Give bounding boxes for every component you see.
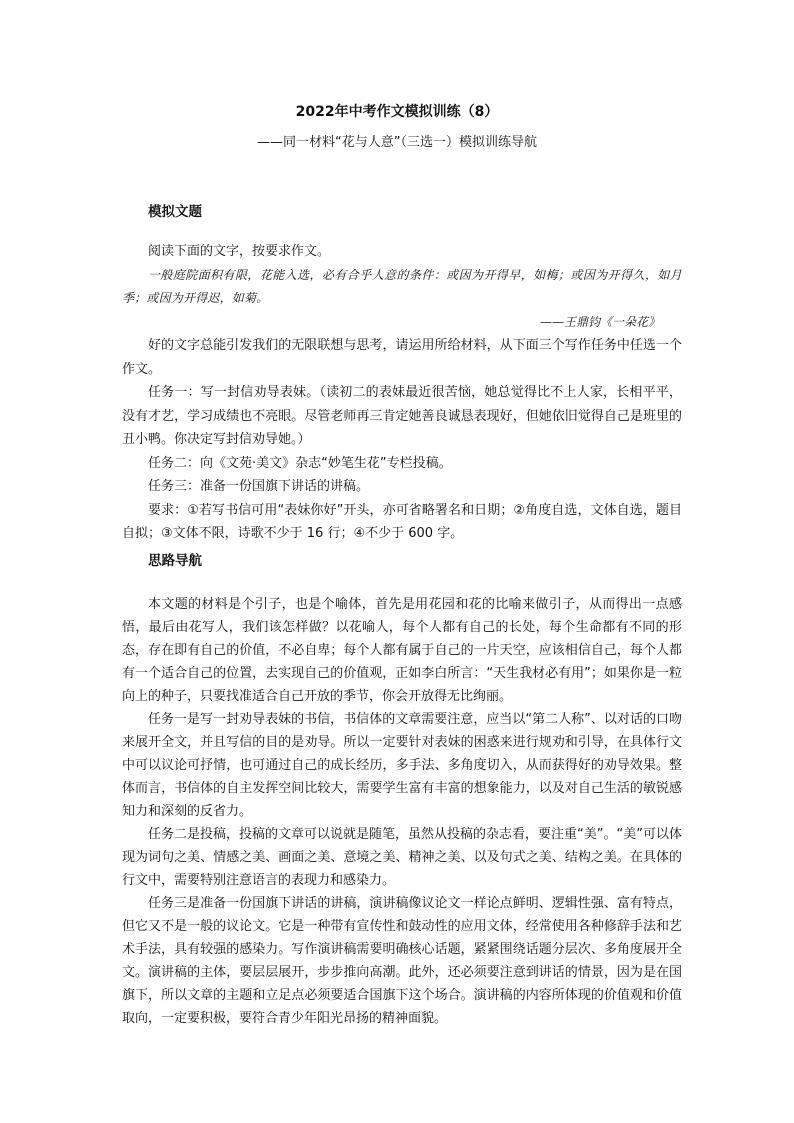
mock-topic-body xyxy=(122,240,682,546)
material-quote: 一般庭院面积有限，花能入选，必有合乎人意的条件：或因为开得早，如梅；或因为开得久，如月季；或因为开得迟，如菊。 xyxy=(122,267,682,305)
document-subtitle: ——同一材料“花与人意”（三选一）模拟训练导航 xyxy=(257,135,537,150)
paragraph: 任务二是投稿，投稿的文章可以说就是随笔，虽然从投稿的杂志看，要注重“美”。“美”可以体现为词句之美、情感之美、画面之美、意境之美、精神之美、以及句式之美、结构之美。在具体的行文中，需要特别注意语言的表现力和感染力。 xyxy=(122,827,682,888)
task-two-paragraph: 任务二：向《文苑·美文》杂志“妙笔生花”专栏投稿。 xyxy=(148,455,452,471)
paragraph: 任务三是准备一份国旗下讲话的讲稿，演讲稿像议论文一样论点鲜明、逻辑性强、富有特点，但它又不是一般的议论文。它是一种带有宣传性和鼓动性的应用文体，经常使用各种修辞手法和艺术手法，具有较强的感染力。写作演讲稿需要明确核心话题，紧紧围绕话题分层次、多角度展开全文。演讲稿的主体，要层层展开，步步推向高潮。此外，还必须要注意到讲话的情景，因为是在国旗下，所以文章的主题和立足点必须要适合国旗下这个场合。演讲稿的内容所体现的价值观和价值取向，一定要积极，要符合青少年阳光昂扬的精神面貌。 xyxy=(122,896,682,1026)
paragraph: 任务一是写一封劝导表妹的书信，书信体的文章需要注意，应当以“第二人称”、以对话的口吻来展开全文，并且写信的目的是劝导。所以一定要针对表妹的困惑来进行规劝和引导，在具体行文中可以议论可抒情，也可通过自己的成长经历，多手法、多角度切入，从而获得好的劝导效果。整体而言，书信体的自主发挥空间比较大，需要学生富有丰富的想象能力，以及对自己生活的敏锐感知力和深刻的反省力。 xyxy=(122,712,682,819)
intro-text: 阅读下面的文字，按要求作文。 xyxy=(148,244,331,259)
task-one-paragraph: 任务一：写一封信劝导表妹。（读初二的表妹最近很苦恼，她总觉得比不上人家，长相平平，没有才艺，学习成绩也不亮眼。尽管老师再三肯定她善良诚恳表现好，但她依旧觉得自己是班里的丑小鸭。你决定写封信劝导她。） xyxy=(122,385,682,447)
section-heading-mock-topic: 模拟文题 xyxy=(148,204,202,220)
section-heading-thinking-guide: 思路导航 xyxy=(148,553,202,569)
paragraph: 好的文字总能引发我们的无限联想与思考，请运用所给材料，从下面三个写作任务中任选一个作文。 xyxy=(122,338,682,377)
quote-source: ——王鼎钧《一朵花》 xyxy=(539,314,660,329)
task-three-paragraph: 任务三：准备一份国旗下讲话的讲稿。 xyxy=(148,479,370,494)
paragraph: 本文题的材料是个引子，也是个喻体，首先是用花园和花的比喻来做引子，从而得出一点感悟，最后由花写人，我们该怎样做？以花喻人，每个人都有自己的长处，每个生命都有不同的形态，存在即有自己的价值，不必自卑；每个人都有属于自己的一片天空，应该相信自己，每个人都有一个适合自己的位置，去实现自己的价值观，正如李白所言：“天生我材必有用”；如果你是一粒向上的种子，只要找准适合自己开放的季节，你会开放得无比绚丽。 xyxy=(122,597,682,704)
document-title: 2022年中考作文模拟训练（8） xyxy=(295,104,499,120)
thinking-guide-body xyxy=(122,593,682,1030)
requirements-paragraph: 要求：①若写书信可用“表妹你好”开头，亦可省略署名和日期；②角度自选，文体自选，题目自拟；③文体不限，诗歌不少于 16 行；④不少于 600 字。 xyxy=(122,502,682,541)
